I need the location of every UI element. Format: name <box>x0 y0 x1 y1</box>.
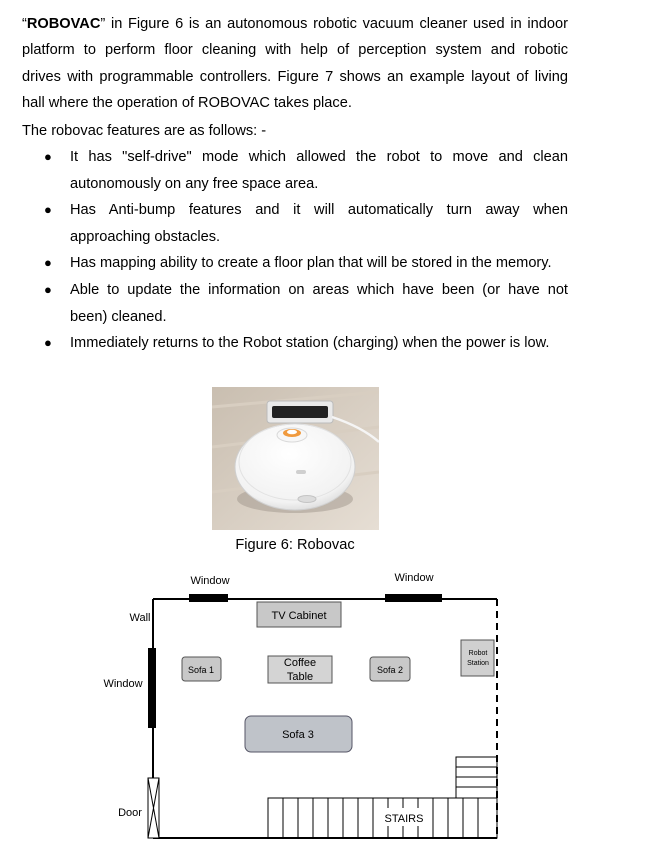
feature-item <box>0 144 657 197</box>
feature-text: Immediately returns to the Robot station (charging) when the power is low. <box>70 335 550 352</box>
window-top-right <box>385 594 442 602</box>
intro-paragraph <box>22 11 568 117</box>
features-heading: The robovac features are as follows: - <box>22 123 267 139</box>
feature-text-cont: autonomously on any free space area. <box>70 175 319 192</box>
intro-line-1 <box>22 11 568 37</box>
product-name: ROBOVAC <box>26 16 101 32</box>
bullet-icon: ● <box>44 255 52 271</box>
door-label: Door <box>118 807 142 819</box>
wall-label: Wall <box>129 612 151 624</box>
window-label: Window <box>190 575 230 587</box>
window-left <box>148 648 156 728</box>
window-label: Window <box>394 572 434 584</box>
feature-text: Able to update the information on areas which have been (or have not <box>70 281 568 298</box>
feature-text: Has Anti-bump features and it will automatically turn away when <box>70 202 568 219</box>
intro-line-3: drives with programmable controllers. Figure 7 shows an example layout of living <box>22 68 568 85</box>
coffee-table-label: Table <box>286 671 314 683</box>
bullet-icon: ● <box>44 202 52 218</box>
quote-open: “ <box>22 16 27 32</box>
feature-text-cont: approaching obstacles. <box>70 228 221 245</box>
intro-line-4: hall where the operation of ROBOVAC takes place. <box>22 95 352 112</box>
bullet-icon: ● <box>44 281 52 297</box>
feature-text-cont: been) cleaned. <box>70 308 167 325</box>
feature-item <box>0 330 657 357</box>
sofa-3-label: Sofa 3 <box>282 729 314 741</box>
window-label: Window <box>103 678 143 690</box>
robot-station-label: Station <box>467 660 489 667</box>
stairs-label: STAIRS <box>384 813 424 825</box>
sofa-2-label: Sofa 2 <box>376 665 404 675</box>
intro-line-1-text: ” in Figure 6 is an autonomous robotic vacuum cleaner used in indoor <box>100 16 568 32</box>
robot-station <box>461 640 494 676</box>
bullet-icon: ● <box>44 149 52 164</box>
bullet-icon: ● <box>44 335 52 351</box>
feature-text: Has mapping ability to create a floor plan that will be stored in the memory. <box>70 255 552 272</box>
robovac-photo <box>212 387 379 530</box>
coffee-table-label: Coffee <box>283 657 317 669</box>
tv-cabinet-label: TV Cabinet <box>271 610 327 622</box>
sofa-1-label: Sofa 1 <box>187 665 215 675</box>
intro-line-2: platform to perform floor cleaning with help of perception system and robotic <box>22 42 568 59</box>
window-top-left <box>189 594 228 602</box>
feature-item <box>0 277 657 330</box>
robot-station-label: Robot <box>468 650 488 657</box>
feature-item <box>0 197 657 250</box>
floor-plan <box>98 566 508 846</box>
figure-6-caption: Figure 6: Robovac <box>235 537 355 553</box>
features-list <box>0 144 657 357</box>
feature-item <box>0 250 657 277</box>
feature-text: It has "self-drive" mode which allowed the robot to move and clean <box>70 149 568 165</box>
